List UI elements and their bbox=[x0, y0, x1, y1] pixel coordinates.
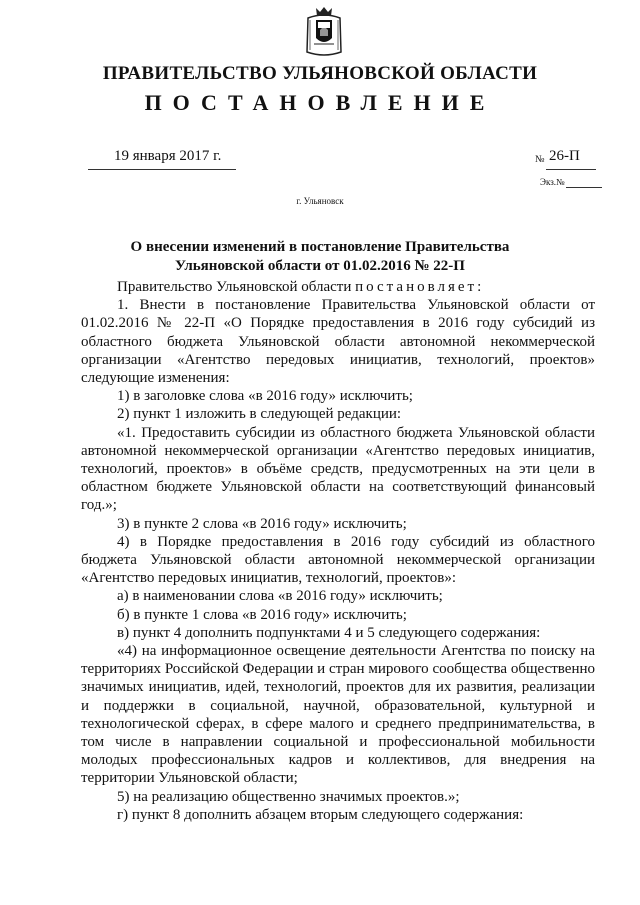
body-paragraph: 5) на реализацию общественно значимых проектов.»; bbox=[117, 788, 460, 805]
document-subject: О внесении изменений в постановление Правительства Ульяновской области от 01.02.2016 № 22-П bbox=[130, 239, 510, 274]
document-body bbox=[81, 278, 595, 824]
ulyanovsk-coat-of-arms-icon bbox=[304, 6, 344, 58]
body-paragraph: 4) в Порядке предоставления в 2016 году субсидий из областного бюджета Ульяновской области автономной некоммерческой организации «Агентство передовых инициатив, технологий, проектов»: bbox=[81, 533, 595, 587]
document-type-title: ПОСТАНОВЛЕНИЕ bbox=[144, 90, 496, 115]
number-sign: № bbox=[535, 154, 545, 165]
body-paragraph: 1) в заголовке слова «в 2016 году» исключить; bbox=[117, 388, 413, 405]
city: г. Ульяновск bbox=[296, 196, 344, 206]
intro-subject: Правительство Ульяновской области bbox=[117, 279, 352, 295]
body-paragraph: 3) в пункте 2 слова «в 2016 году» исключить; bbox=[117, 515, 407, 532]
body-paragraph: «4) на информационное освещение деятельности Агентства по поиску на территориях Российской Федерации и стран мирового сообщества общественно значимых инициатив, идей, технологий, проектов для их развития, реализации и поддержки в социальной, научной, образовательной, культурной и технологической сферах, в сфере малого и среднего предпринимательства, в том числе в направлении социальной и профессиональной мобильности молодых профессиональных кадров и коллективов, для внедрения на территории Ульяновской области; bbox=[81, 643, 595, 787]
body-paragraph: 2) пункт 1 изложить в следующей редакции: bbox=[117, 406, 402, 423]
intro-paragraph bbox=[81, 278, 595, 296]
copy-number-label: Экз.№ bbox=[540, 177, 565, 187]
document-date: 19 января 2017 г. bbox=[114, 148, 222, 164]
date-underline bbox=[88, 169, 236, 170]
body-paragraph: а) в наименовании слова «в 2016 году» исключить; bbox=[117, 588, 443, 605]
body-paragraph: б) в пункте 1 слова «в 2016 году» исключить; bbox=[117, 606, 407, 623]
government-title: ПРАВИТЕЛЬСТВО УЛЬЯНОВСКОЙ ОБЛАСТИ bbox=[102, 63, 538, 84]
copy-number-underline bbox=[566, 187, 602, 188]
body-paragraph: в) пункт 4 дополнить подпунктами 4 и 5 следующего содержания: bbox=[117, 624, 541, 641]
body-paragraph: 1. Внести в постановление Правительства Ульяновской области от 01.02.2016 № 22-П «О Порядке предоставления в 2016 году субсидий из областного бюджета Ульяновской области автономной некоммерческой организации «Агентство передовых инициатив, технологий, проектов» следующие изменения: bbox=[81, 297, 595, 387]
number-underline bbox=[546, 169, 596, 170]
body-paragraph: г) пункт 8 дополнить абзацем вторым следующего содержания: bbox=[117, 806, 524, 823]
body-paragraph: «1. Предоставить субсидии из областного бюджета Ульяновской области автономной некоммерческой организации «Агентство передовых инициатив, технологий, проектов» в объёме средств, предусмотренных на эти цели в областном бюджете Ульяновской области на соответствующий финансовый год.»; bbox=[81, 424, 595, 514]
intro-verb: постановляет: bbox=[355, 279, 485, 295]
document-number: 26-П bbox=[549, 148, 580, 164]
